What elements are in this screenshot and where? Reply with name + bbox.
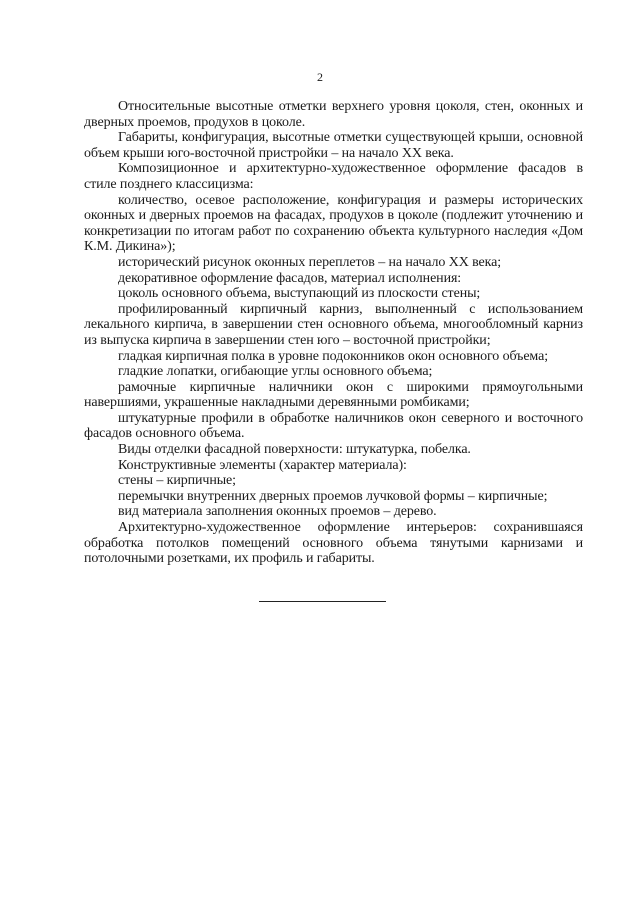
paragraph-4: количество, осевое расположение, конфигурация и размеры исторических оконных и дверных проемов на фасадах, продухов в цоколе (подлежит уточнению и конкретизации по итогам работ по сохранению объекта культурного наследия «Дом К.М. Дикина»); — [84, 192, 583, 255]
paragraph-2: Габариты, конфигурация, высотные отметки существующей крыши, основной объем крыши юго-восточной пристройки – на начало XX века. — [84, 130, 583, 161]
paragraph-8: профилированный кирпичный карниз, выполненный с использованием лекального кирпича, в завершении стен основного объема, многообломный карниз из выпуска кирпича в завершении стен юго – восточной пристройки; — [84, 301, 583, 348]
paragraph-11: рамочные кирпичные наличники окон с широкими прямоугольными навершиями, украшенные накладными деревянными ромбиками; — [84, 379, 583, 411]
paragraph-9: гладкая кирпичная полка в уровне подоконников окон основного объема; — [118, 348, 548, 364]
paragraph-10: гладкие лопатки, огибающие углы основного объема; — [118, 364, 433, 380]
closing-rule — [259, 601, 386, 602]
paragraph-5: исторический рисунок оконных переплетов – на начало XX века; — [118, 254, 502, 270]
paragraph-13: Виды отделки фасадной поверхности: штукатурка, побелка. — [118, 442, 471, 458]
page-number: 2 — [317, 70, 323, 84]
paragraph-15: стены – кирпичные; — [118, 473, 236, 489]
paragraph-7: цоколь основного объема, выступающий из плоскости стены; — [118, 286, 481, 302]
document-body — [84, 99, 583, 567]
paragraph-16: перемычки внутренних дверных проемов лучковой формы – кирпичные; — [118, 488, 548, 504]
paragraph-12: штукатурные профили в обработке наличников окон северного и восточного фасадов основного объема. — [84, 410, 583, 442]
paragraph-14: Конструктивные элементы (характер материала): — [118, 457, 407, 473]
paragraph-6: декоративное оформление фасадов, материал исполнения: — [118, 270, 462, 286]
paragraph-18: Архитектурно-художественное оформление интерьеров: сохранившаяся обработка потолков помещений основного объема тянутыми карнизами и потолочными розетками, их профиль и габариты. — [84, 520, 583, 567]
paragraph-1: Относительные высотные отметки верхнего уровня цоколя, стен, оконных и дверных проемов, продухов в цоколе. — [84, 99, 583, 130]
paragraph-3: Композиционное и архитектурно-художественное оформление фасадов в стиле позднего классицизма: — [84, 161, 583, 192]
paragraph-17: вид материала заполнения оконных проемов – дерево. — [118, 504, 437, 520]
